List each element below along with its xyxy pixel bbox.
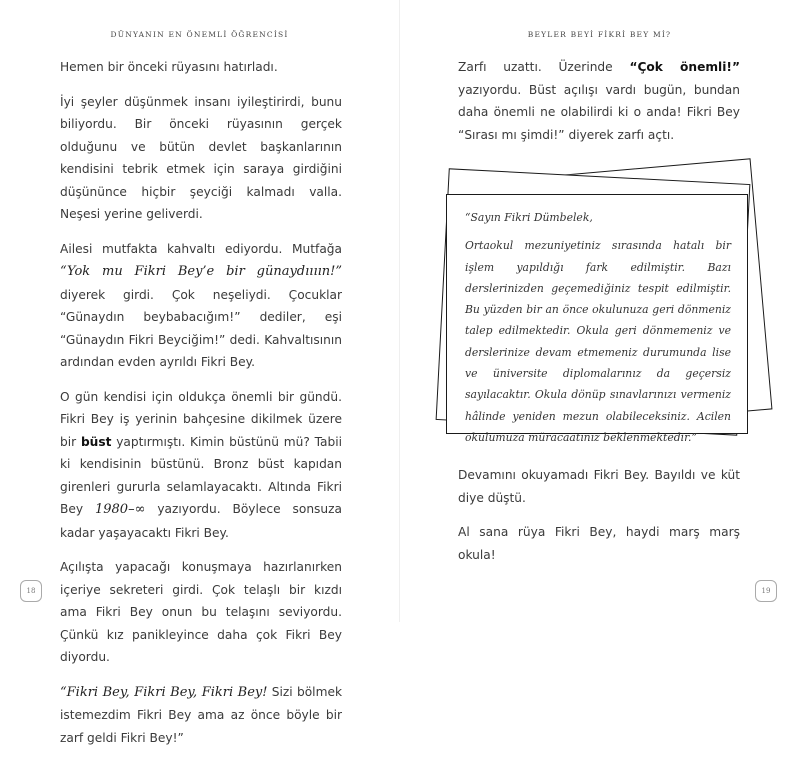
paragraph: Zarfı uzattı. Üzerinde “Çok önemli!” yazıyordu. Büst açılışı vardı bugün, bundan daha önemli ne olabilirdi ki o anda! Fikri Bey “Sırası mı şimdi!” diyerek zarfı açtı. [458,60,740,142]
letter-body: Ortaokul mezuniyetiniz sırasında hatalı bir işlem yapıldığı fark edilmiştir. Bazı derslerinizden geçemediğiniz tespit edilmiştir. Bu yüzden bir an önce okulunuza geri dönmeniz talep edilmektedir. Okula geri dönmemeniz ve derslerinize devam etmemeniz durumunda lise ve üniversite diplomalarınız da geçersiz sayılacaktır. Okula dönüp sınavlarınızı vermeniz hâlinde yeniden mezun olabileceksiniz. Acilen okulumuza müracaatınız beklenmektedir.” [465,239,731,444]
letter-salutation: “Sayın Fikri Dümbelek, [465,211,593,224]
right-body-text [458,56,740,158]
handwritten-quote: “Yok mu Fikri Bey’e bir günaydıııın!” [60,264,342,279]
left-body-text [60,56,342,761]
letter-text [465,207,731,455]
letter-sheet [446,194,748,444]
paragraph: Açılışta yapacağı konuşmaya hazırlanırken içeriye sekreteri girdi. Çok telaşlı bir kızdı ama Fikri Bey onun bu telaşını seviyordu. Çünkü kız panikleyince daha çok Fikri Bey diyordu. [60,560,342,664]
page-number: 18 [20,580,42,602]
page-number: 19 [755,580,777,602]
paragraph: Al sana rüya Fikri Bey, haydi marş marş okula! [458,525,740,562]
right-body-text-lower [458,464,740,578]
left-page [0,0,399,745]
running-head: BEYLER BEYİ FİKRİ BEY Mİ? [527,30,672,39]
handwritten-years: 1980–∞ [94,502,146,517]
paragraph: O gün kendisi için oldukça önemli bir gündü. Fikri Bey iş yerinin bahçesine dikilmek üzere bir büst yaptırmıştı. Kimin büstünü mü? Tabii ki kendisinin büstünü. Bronz büst kapıdan girenleri gururla selamlayacaktı. Altında Fikri Bey 1980–∞ yazıyordu. Böylece sonsuza kadar yaşayacaktı Fikri Bey. [60,389,343,540]
paragraph: “Fikri Bey, Fikri Bey, Fikri Bey! Sizi bölmek istemezdim Fikri Bey ama az önce böyle bir zarf geldi Fikri Bey!” [60,684,342,745]
handwritten-quote: “Fikri Bey, Fikri Bey, Fikri Bey! [60,684,268,700]
paragraph: Ailesi mutfakta kahvaltı ediyordu. Mutfağa “Yok mu Fikri Bey’e bir günaydıııın!” diyerek girdi. Çok neşeliydi. Çocuklar “Günaydın beybabacığım!” dediler, eşi “Günaydın Fikri Beyciğim!” dedi. Kahvaltısının ardından evden ayrıldı Fikri Bey. [60,241,342,369]
bold-phrase: “Çok önemli!” [629,60,740,74]
running-head: DÜNYANIN EN ÖNEMLİ ÖĞRENCİSİ [110,30,289,39]
bold-word: büst [80,434,112,449]
paragraph: İyi şeyler düşünmek insanı iyileştirirdi, bunu biliyordu. Bir önceki rüyasının gerçek olduğunu ve bütün devlet başkanlarının kendisini tebrik etmek için saraya girdiğini düşününce hiçbir şeyciği kalmadı valla. Neşesi yerine geliverdi. [60,94,342,221]
paragraph: Devamını okuyamadı Fikri Bey. Bayıldı ve küt diye düştü. [458,468,740,505]
letter-illustration [440,150,780,450]
paragraph: Hemen bir önceki rüyasını hatırladı. [60,60,278,74]
